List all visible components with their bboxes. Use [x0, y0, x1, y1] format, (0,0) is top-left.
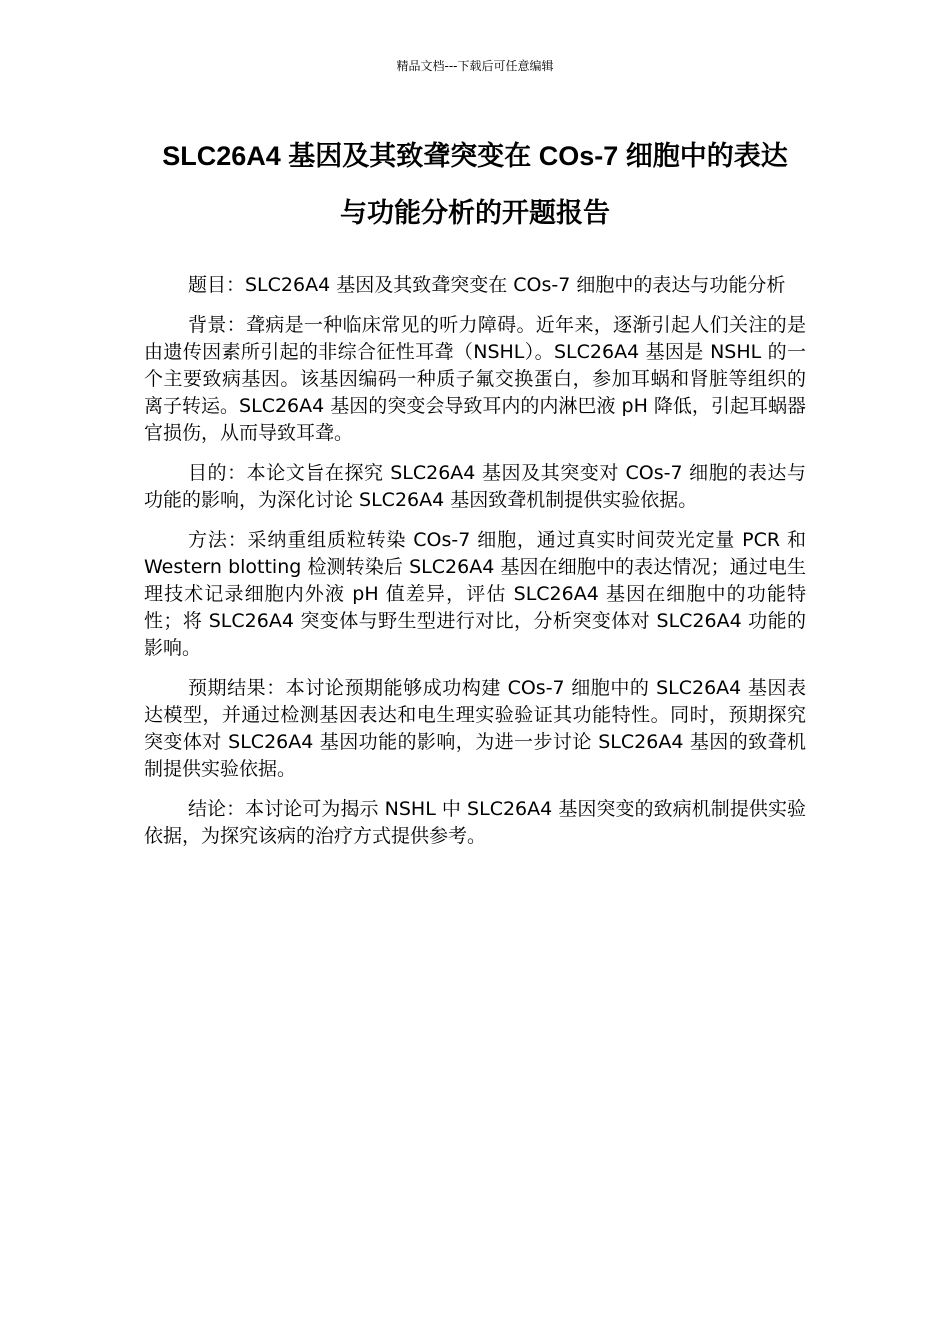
- paragraph-expected-results: 预期结果：本讨论预期能够成功构建 COs-7 细胞中的 SLC26A4 基因表达模型，并通过检测基因表达和电生理实验验证其功能特性。同时，预期探究突变体对 SLC26A4 基因功能的影响，为进一步讨论 SLC26A4 基因的致聋机制提供实验依据。: [144, 677, 806, 780]
- paragraph-method: 方法：采纳重组质粒转染 COs-7 细胞，通过真实时间荧光定量 PCR 和 Western blotting 检测转染后 SLC26A4 基因在细胞中的表达情况；通过电生理技术记录细胞内外液 pH 值差异，评估 SLC26A4 基因在细胞中的功能特性；将 SLC26A4 突变体与野生型进行对比，分析突变体对 SLC26A4 功能的影响。: [144, 529, 806, 659]
- title-line-1: SLC26A4 基因及其致聋突变在 COs-7 细胞中的表达: [162, 141, 788, 171]
- header-note: 精品文档---下载后可任意编辑: [396, 59, 554, 73]
- paragraph-topic: 题目：SLC26A4 基因及其致聋突变在 COs-7 细胞中的表达与功能分析: [188, 274, 786, 296]
- paragraph-background: 背景：聋病是一种临床常见的听力障碍。近年来，逐渐引起人们关注的是由遗传因素所引起的非综合征性耳聋（NSHL）。SLC26A4 基因是 NSHL 的一个主要致病基因。该基因编码一种质子氟交换蛋白，参加耳蜗和肾脏等组织的离子转运。SLC26A4 基因的突变会导致耳内的内淋巴液 pH 降低，引起耳蜗器官损伤，从而导致耳聋。: [144, 314, 806, 444]
- document-title: [140, 128, 810, 242]
- title-line-2: 与功能分析的开题报告: [340, 198, 610, 228]
- paragraph-conclusion: 结论：本讨论可为揭示 NSHL 中 SLC26A4 基因突变的致病机制提供实验依据，为探究该病的治疗方式提供参考。: [144, 798, 806, 847]
- paragraph-purpose: 目的：本论文旨在探究 SLC26A4 基因及其突变对 COs-7 细胞的表达与功能的影响，为深化讨论 SLC26A4 基因致聋机制提供实验依据。: [144, 462, 806, 511]
- body-text: [144, 272, 806, 863]
